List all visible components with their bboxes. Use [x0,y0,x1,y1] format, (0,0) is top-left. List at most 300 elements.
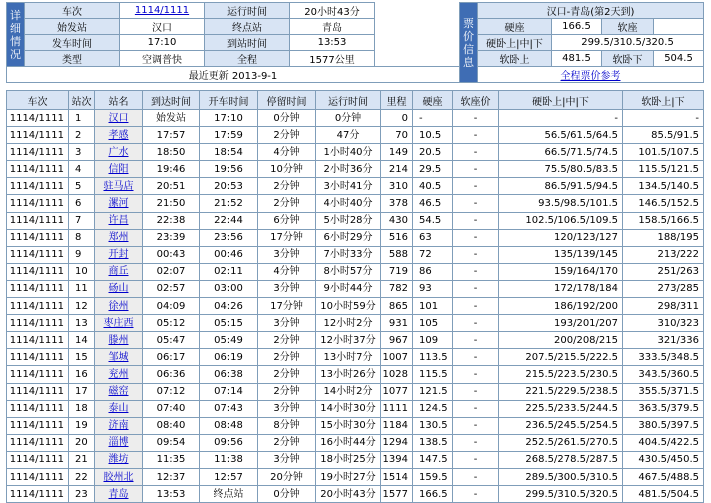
cell-run-time: 6小时29分 [316,229,381,246]
cell-run-time: 47分 [316,127,381,144]
cell-hard-sleeper: 66.5/71.5/74.5 [499,144,623,161]
cell-distance: 430 [381,212,413,229]
soft-sleeper-down-price: 504.5 [654,51,704,67]
cell-seq: 18 [69,400,95,417]
cell-train-no: 1114/1111 [7,366,69,383]
cell-depart: 20:53 [200,178,258,195]
cell-depart: 02:11 [200,263,258,280]
cell-train-no: 1114/1111 [7,434,69,451]
soft-seat-label: 软座 [602,19,654,35]
cell-seq: 22 [69,468,95,485]
type-label: 类型 [25,51,120,67]
soft-sleeper-up-price: 481.5 [552,51,602,67]
cell-hard-sleeper: 120/123/127 [499,229,623,246]
cell-arrive: 02:57 [143,280,200,297]
cell-soft-seat: - [453,229,499,246]
cell-hard-seat: 63 [413,229,453,246]
cell-stop: 2分钟 [258,366,316,383]
cell-station [95,229,143,246]
origin-value: 汉口 [120,19,205,35]
table-row [7,315,704,332]
cell-soft-seat: - [453,451,499,468]
cell-station [95,263,143,280]
cell-train-no: 1114/1111 [7,110,69,127]
cell-seq: 4 [69,161,95,178]
cell-hard-seat: 93 [413,280,453,297]
cell-soft-sleeper: 101.5/107.5 [623,144,704,161]
cell-hard-seat: - [413,110,453,127]
cell-stop: 2分钟 [258,332,316,349]
station-link[interactable]: 汉口 [108,112,129,124]
hard-seat-price: 166.5 [552,19,602,35]
cell-seq: 10 [69,263,95,280]
header-arrive: 到达时间 [143,91,200,110]
station-link[interactable]: 许昌 [108,215,129,227]
cell-hard-sleeper: 268.5/278.5/287.5 [499,451,623,468]
cell-station [95,178,143,195]
cell-hard-sleeper: 75.5/80.5/83.5 [499,161,623,178]
cell-soft-sleeper: 310/323 [623,315,704,332]
cell-run-time: 20小时43分 [316,486,381,503]
cell-hard-sleeper: 252.5/261.5/270.5 [499,434,623,451]
station-link[interactable]: 徐州 [108,300,129,312]
hard-seat-label: 硬座 [478,19,552,35]
cell-depart: 06:38 [200,366,258,383]
cell-stop: 6分钟 [258,212,316,229]
cell-station [95,486,143,503]
table-row [7,229,704,246]
train-no-label: 车次 [25,3,120,19]
header-soft-sleeper: 软卧上|下 [623,91,704,110]
cell-depart: 23:56 [200,229,258,246]
cell-distance: 588 [381,246,413,263]
table-row [7,246,704,263]
cell-run-time: 14小时2分 [316,383,381,400]
cell-station [95,451,143,468]
cell-stop: 2分钟 [258,178,316,195]
train-no-link[interactable]: 1114/1111 [134,5,190,16]
type-value: 空调普快 [120,51,205,67]
table-row [7,383,704,400]
station-link[interactable]: 信阳 [108,163,129,175]
soft-sleeper-down-label: 软卧下 [602,51,654,67]
cell-hard-sleeper: 215.5/223.5/230.5 [499,366,623,383]
station-link[interactable]: 胶州北 [103,471,134,483]
cell-hard-seat: 109 [413,332,453,349]
cell-hard-seat: 138.5 [413,434,453,451]
cell-run-time: 7小时33分 [316,246,381,263]
cell-seq: 7 [69,212,95,229]
cell-hard-sleeper: 236.5/245.5/254.5 [499,417,623,434]
cell-station [95,417,143,434]
cell-stop: 3分钟 [258,451,316,468]
cell-distance: 1111 [381,400,413,417]
cell-train-no: 1114/1111 [7,315,69,332]
cell-depart: 08:48 [200,417,258,434]
run-time-value: 20小时43分 [290,3,375,19]
cell-stop: 17分钟 [258,298,316,315]
cell-run-time: 10小时59分 [316,298,381,315]
cell-hard-sleeper: 172/178/184 [499,280,623,297]
cell-station [95,383,143,400]
cell-run-time: 13小时26分 [316,366,381,383]
cell-soft-sleeper: 251/263 [623,263,704,280]
cell-seq: 8 [69,229,95,246]
cell-soft-sleeper: 333.5/348.5 [623,349,704,366]
cell-soft-seat: - [453,434,499,451]
table-row [7,280,704,297]
table-row [7,417,704,434]
cell-arrive: 23:39 [143,229,200,246]
header-station: 站名 [95,91,143,110]
cell-arrive: 18:50 [143,144,200,161]
cell-stop: 20分钟 [258,468,316,485]
cell-train-no: 1114/1111 [7,229,69,246]
table-row [7,195,704,212]
cell-seq: 13 [69,315,95,332]
soft-sleeper-up-label: 软卧上 [478,51,552,67]
cell-soft-sleeper: 134.5/140.5 [623,178,704,195]
hard-sleeper-label: 硬卧上|中|下 [478,35,552,51]
cell-seq: 2 [69,127,95,144]
cell-hard-seat: 105 [413,315,453,332]
cell-depart: 07:14 [200,383,258,400]
cell-hard-seat: 54.5 [413,212,453,229]
cell-soft-seat: - [453,178,499,195]
station-link[interactable]: 泰山 [108,403,129,415]
origin-label: 始发站 [25,19,120,35]
cell-stop: 4分钟 [258,144,316,161]
cell-stop: 2分钟 [258,383,316,400]
cell-distance: 931 [381,315,413,332]
cell-soft-sleeper: 188/195 [623,229,704,246]
cell-soft-sleeper: 363.5/379.5 [623,400,704,417]
cell-hard-sleeper: 135/139/145 [499,246,623,263]
cell-hard-sleeper: 56.5/61.5/64.5 [499,127,623,144]
cell-arrive: 07:12 [143,383,200,400]
cell-hard-seat: 113.5 [413,349,453,366]
depart-value: 17:10 [120,35,205,51]
cell-depart: 22:44 [200,212,258,229]
cell-run-time: 16小时44分 [316,434,381,451]
station-link[interactable]: 滕州 [108,334,129,346]
cell-depart: 17:10 [200,110,258,127]
station-link[interactable]: 郑州 [108,232,129,244]
distance-label: 全程 [205,51,290,67]
table-row [7,178,704,195]
cell-seq: 17 [69,383,95,400]
cell-station [95,246,143,263]
cell-hard-seat: 124.5 [413,400,453,417]
station-link[interactable]: 兖州 [108,368,129,380]
table-row [7,400,704,417]
header-seq: 站次 [69,91,95,110]
cell-run-time: 3小时41分 [316,178,381,195]
cell-hard-sleeper: 289.5/300.5/310.5 [499,468,623,485]
arrive-label: 到站时间 [205,35,290,51]
cell-soft-sleeper: 404.5/422.5 [623,434,704,451]
cell-hard-sleeper: - [499,110,623,127]
cell-soft-sleeper: 481.5/504.5 [623,486,704,503]
cell-hard-seat: 159.5 [413,468,453,485]
cell-seq: 9 [69,246,95,263]
cell-hard-seat: 115.5 [413,366,453,383]
cell-stop: 10分钟 [258,161,316,178]
table-row [7,468,704,485]
route-title: 汉口-青岛(第2天到) [478,3,704,19]
arrive-value: 13:53 [290,35,375,51]
cell-stop: 2分钟 [258,127,316,144]
table-row [7,127,704,144]
cell-run-time: 9小时44分 [316,280,381,297]
cell-seq: 12 [69,298,95,315]
cell-train-no: 1114/1111 [7,127,69,144]
cell-seq: 14 [69,332,95,349]
cell-run-time: 0分钟 [316,110,381,127]
cell-run-time: 4小时40分 [316,195,381,212]
cell-train-no: 1114/1111 [7,400,69,417]
cell-station [95,144,143,161]
cell-distance: 214 [381,161,413,178]
cell-depart: 12:57 [200,468,258,485]
station-link[interactable]: 潍坊 [108,454,129,466]
station-link[interactable]: 驻马店 [103,180,134,192]
cell-seq: 15 [69,349,95,366]
train-info-table [6,2,704,83]
cell-train-no: 1114/1111 [7,178,69,195]
cell-stop: 2分钟 [258,195,316,212]
cell-soft-seat: - [453,332,499,349]
cell-soft-seat: - [453,349,499,366]
cell-seq: 19 [69,417,95,434]
cell-hard-sleeper: 200/208/215 [499,332,623,349]
cell-seq: 3 [69,144,95,161]
cell-hard-sleeper: 299.5/310.5/320.5 [499,486,623,503]
cell-arrive: 11:35 [143,451,200,468]
cell-stop: 0分钟 [258,110,316,127]
cell-arrive: 09:54 [143,434,200,451]
cell-depart: 04:26 [200,298,258,315]
cell-depart: 18:54 [200,144,258,161]
cell-soft-seat: - [453,127,499,144]
cell-arrive: 22:38 [143,212,200,229]
table-row [7,434,704,451]
cell-soft-seat: - [453,144,499,161]
cell-soft-sleeper: 355.5/371.5 [623,383,704,400]
cell-train-no: 1114/1111 [7,332,69,349]
cell-distance: 865 [381,298,413,315]
cell-hard-seat: 20.5 [413,144,453,161]
cell-depart: 11:38 [200,451,258,468]
detail-side-label: 详细情况 [7,3,25,67]
cell-distance: 378 [381,195,413,212]
cell-station [95,468,143,485]
cell-hard-seat: 29.5 [413,161,453,178]
cell-soft-sleeper: 430.5/450.5 [623,451,704,468]
cell-soft-sleeper: 146.5/152.5 [623,195,704,212]
cell-hard-sleeper: 221.5/229.5/238.5 [499,383,623,400]
cell-station [95,349,143,366]
cell-hard-sleeper: 86.5/91.5/94.5 [499,178,623,195]
station-link[interactable]: 孝感 [108,129,129,141]
cell-depart: 06:19 [200,349,258,366]
header-hard-seat: 硬座 [413,91,453,110]
cell-soft-seat: - [453,280,499,297]
cell-train-no: 1114/1111 [7,417,69,434]
cell-stop: 4分钟 [258,263,316,280]
schedule-header [7,91,704,110]
cell-soft-seat: - [453,366,499,383]
cell-train-no: 1114/1111 [7,468,69,485]
cell-arrive: 20:51 [143,178,200,195]
cell-train-no: 1114/1111 [7,451,69,468]
cell-depart: 00:46 [200,246,258,263]
header-hard-sleeper: 硬卧上|中|下 [499,91,623,110]
cell-distance: 1294 [381,434,413,451]
table-row [7,298,704,315]
cell-soft-seat: - [453,417,499,434]
station-link[interactable]: 砀山 [108,283,129,295]
station-link[interactable]: 广水 [108,146,129,158]
cell-distance: 1577 [381,486,413,503]
cell-soft-sleeper: 213/222 [623,246,704,263]
cell-hard-seat: 101 [413,298,453,315]
table-row [7,212,704,229]
cell-distance: 1077 [381,383,413,400]
cell-distance: 1007 [381,349,413,366]
last-update: 最近更新 2013-9-1 [7,67,460,83]
cell-arrive: 05:12 [143,315,200,332]
cell-train-no: 1114/1111 [7,349,69,366]
cell-arrive: 00:43 [143,246,200,263]
cell-stop: 3分钟 [258,246,316,263]
station-link[interactable]: 邹城 [108,351,129,363]
cell-hard-seat: 147.5 [413,451,453,468]
cell-arrive: 05:47 [143,332,200,349]
cell-train-no: 1114/1111 [7,280,69,297]
cell-stop: 2分钟 [258,434,316,451]
cell-distance: 967 [381,332,413,349]
station-link[interactable]: 枣庄西 [103,317,134,329]
cell-soft-seat: - [453,195,499,212]
cell-train-no: 1114/1111 [7,212,69,229]
cell-hard-sleeper: 193/201/207 [499,315,623,332]
cell-soft-seat: - [453,486,499,503]
cell-arrive: 17:57 [143,127,200,144]
cell-run-time: 12小时37分 [316,332,381,349]
cell-distance: 516 [381,229,413,246]
cell-distance: 1514 [381,468,413,485]
cell-hard-seat: 10.5 [413,127,453,144]
cell-depart: 19:56 [200,161,258,178]
cell-soft-seat: - [453,212,499,229]
cell-arrive: 13:53 [143,486,200,503]
table-row [7,161,704,178]
cell-soft-sleeper: - [623,110,704,127]
station-link[interactable]: 磁窑 [108,386,129,398]
cell-station [95,110,143,127]
cell-distance: 1394 [381,451,413,468]
cell-stop: 0分钟 [258,486,316,503]
cell-seq: 21 [69,451,95,468]
cell-arrive: 06:17 [143,349,200,366]
cell-stop: 17分钟 [258,229,316,246]
cell-hard-sleeper: 102.5/106.5/109.5 [499,212,623,229]
distance-value: 1577公里 [290,51,375,67]
cell-train-no: 1114/1111 [7,246,69,263]
cell-arrive: 07:40 [143,400,200,417]
cell-station [95,400,143,417]
header-stop: 停留时间 [258,91,316,110]
station-link[interactable]: 淄博 [108,437,129,449]
cell-station [95,434,143,451]
table-row [7,366,704,383]
station-link[interactable]: 济南 [108,420,129,432]
cell-station [95,195,143,212]
cell-run-time: 13小时7分 [316,349,381,366]
cell-depart: 03:00 [200,280,258,297]
cell-train-no: 1114/1111 [7,144,69,161]
cell-soft-seat: - [453,400,499,417]
cell-hard-seat: 86 [413,263,453,280]
cell-train-no: 1114/1111 [7,161,69,178]
cell-arrive: 08:40 [143,417,200,434]
cell-run-time: 15小时30分 [316,417,381,434]
header-soft-seat: 软座价 [453,91,499,110]
cell-train-no: 1114/1111 [7,195,69,212]
table-row [7,486,704,503]
cell-depart: 09:56 [200,434,258,451]
cell-soft-sleeper: 343.5/360.5 [623,366,704,383]
cell-hard-sleeper: 186/192/200 [499,298,623,315]
cell-train-no: 1114/1111 [7,263,69,280]
cell-soft-sleeper: 467.5/488.5 [623,468,704,485]
all-prices-link[interactable]: 全程票价参考 [560,71,621,82]
cell-depart: 17:59 [200,127,258,144]
cell-soft-sleeper: 85.5/91.5 [623,127,704,144]
cell-station [95,127,143,144]
cell-arrive: 19:46 [143,161,200,178]
cell-soft-seat: - [453,246,499,263]
cell-depart: 终点站 [200,486,258,503]
cell-station [95,161,143,178]
cell-depart: 05:15 [200,315,258,332]
cell-run-time: 1小时40分 [316,144,381,161]
cell-train-no: 1114/1111 [7,383,69,400]
cell-train-no: 1114/1111 [7,298,69,315]
cell-hard-sleeper: 225.5/233.5/244.5 [499,400,623,417]
cell-seq: 6 [69,195,95,212]
station-link[interactable]: 开封 [108,249,129,261]
station-link[interactable]: 漯河 [108,198,129,210]
cell-seq: 5 [69,178,95,195]
cell-stop: 3分钟 [258,400,316,417]
cell-station [95,212,143,229]
station-link[interactable]: 青岛 [108,488,129,500]
cell-station [95,366,143,383]
cell-seq: 1 [69,110,95,127]
cell-soft-seat: - [453,315,499,332]
cell-hard-seat: 46.5 [413,195,453,212]
cell-soft-seat: - [453,383,499,400]
cell-hard-seat: 130.5 [413,417,453,434]
cell-hard-seat: 72 [413,246,453,263]
cell-soft-sleeper: 380.5/397.5 [623,417,704,434]
cell-depart: 05:49 [200,332,258,349]
cell-soft-sleeper: 298/311 [623,298,704,315]
station-link[interactable]: 商丘 [108,266,129,278]
header-depart: 开车时间 [200,91,258,110]
